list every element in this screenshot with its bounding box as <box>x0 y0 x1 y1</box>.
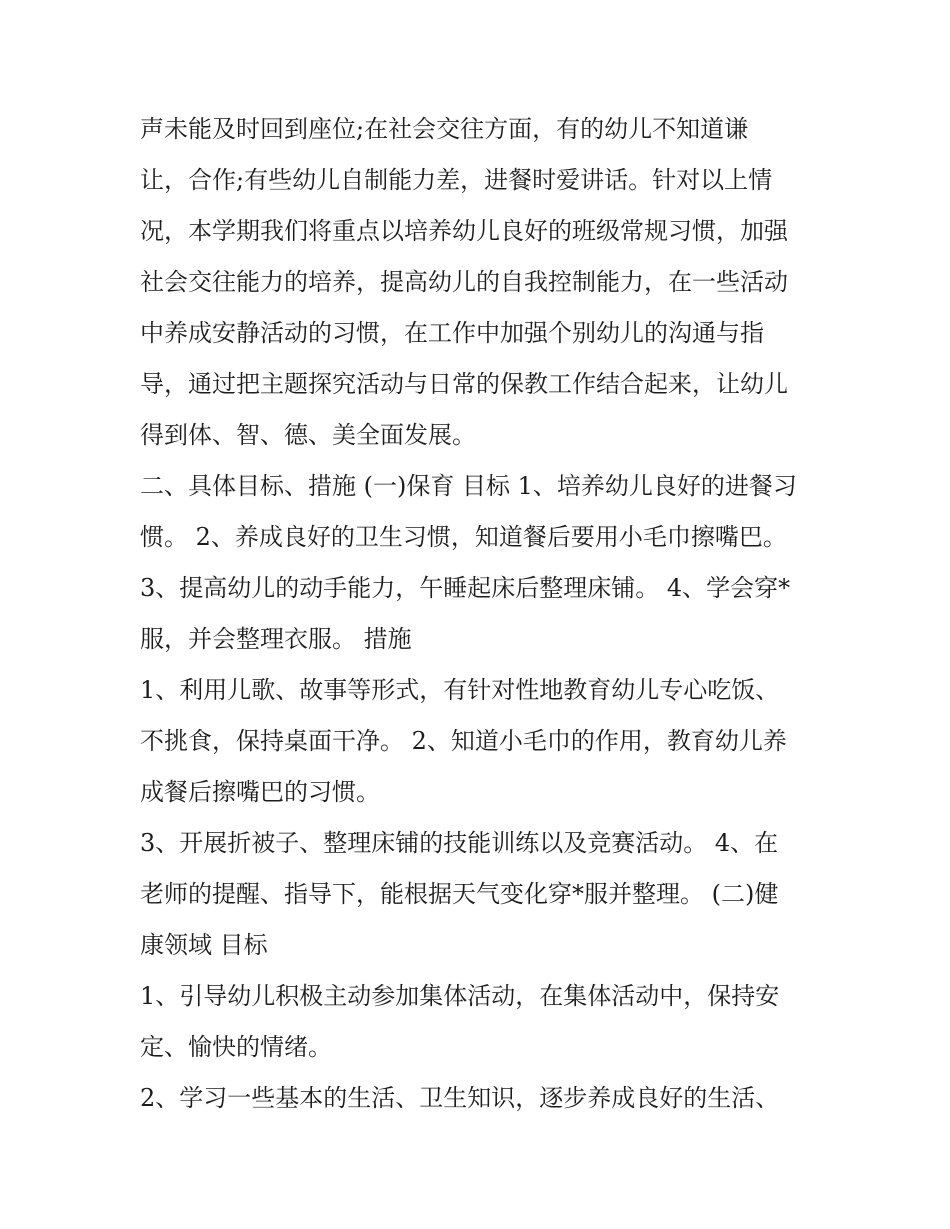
text-line-9: 惯。 2、养成良好的卫生习惯，知道餐后要用小毛巾擦嘴巴。 <box>140 523 787 551</box>
text-line-11: 服，并会整理衣服。 措施 <box>140 625 412 653</box>
text-line-16: 老师的提醒、指导下，能根据天气变化穿*服并整理。 (二)健 <box>140 880 779 908</box>
text-line-14: 成餐后擦嘴巴的习惯。 <box>140 778 380 806</box>
text-line-7: 得到体、智、德、美全面发展。 <box>140 421 476 449</box>
text-line-12: 1、利用儿歌、故事等形式，有针对性地教育幼儿专心吃饭、 <box>140 676 780 704</box>
text-line-8: 二、具体目标、措施 (一)保育 目标 1、培养幼儿良好的进餐习 <box>140 472 797 500</box>
text-line-4: 社会交往能力的培养，提高幼儿的自我控制能力，在一些活动 <box>140 268 788 296</box>
text-line-18: 1、引导幼儿积极主动参加集体活动，在集体活动中，保持安 <box>140 982 780 1010</box>
text-line-13: 不挑食，保持桌面干净。 2、知道小毛巾的作用，教育幼儿养 <box>140 727 787 755</box>
text-line-10: 3、提高幼儿的动手能力，午睡起床后整理床铺。 4、学会穿* <box>140 574 791 602</box>
text-line-15: 3、开展折被子、整理床铺的技能训练以及竞赛活动。 4、在 <box>140 829 779 857</box>
text-line-19: 定、愉快的情绪。 <box>140 1033 332 1061</box>
text-line-3: 况，本学期我们将重点以培养幼儿良好的班级常规习惯，加强 <box>140 217 788 245</box>
text-line-6: 导，通过把主题探究活动与日常的保教工作结合起来，让幼儿 <box>140 370 788 398</box>
text-line-5: 中养成安静活动的习惯，在工作中加强个别幼儿的沟通与指 <box>140 319 764 347</box>
text-line-1: 声未能及时回到座位;在社会交往方面，有的幼儿不知道谦 <box>140 115 749 143</box>
text-line-2: 让，合作;有些幼儿自制能力差，进餐时爱讲话。针对以上情 <box>140 166 773 194</box>
text-line-20: 2、学习一些基本的生活、卫生知识，逐步养成良好的生活、 <box>140 1084 780 1112</box>
text-line-17: 康领域 目标 <box>140 931 268 959</box>
